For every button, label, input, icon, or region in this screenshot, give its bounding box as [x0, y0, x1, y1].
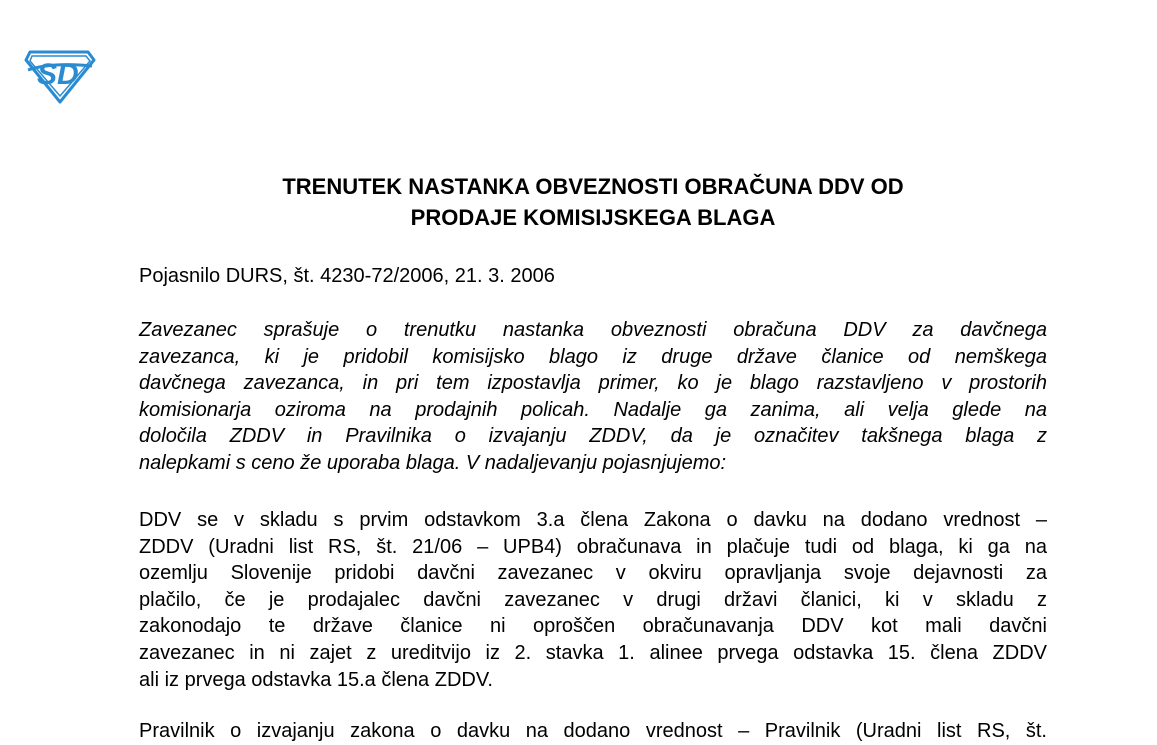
- paragraph-line: ZDDV (Uradni list RS, št. 21/06 – UPB4) obračunava in plačuje tudi od blaga, ki ga na: [139, 535, 1047, 558]
- document-title: [139, 171, 1047, 233]
- paragraph-line: DDV se v skladu s prvim odstavkom 3.a člena Zakona o davku na dodano vrednost –: [139, 509, 1047, 531]
- paragraph-line: zakonodajo te države članice ni oproščen obračunavanja DDV kot mali davčni: [139, 615, 1047, 638]
- sd-shield-icon: [22, 48, 96, 104]
- rules-paragraph: [139, 718, 1047, 745]
- svg-text:S: S: [37, 58, 58, 91]
- document-source: Pojasnilo DURS, št. 4230-72/2006, 21. 3. 2006: [139, 265, 555, 287]
- sd-shield-logo: [22, 48, 96, 104]
- title-line-2: PRODAJE KOMISIJSKEGA BLAGA: [410, 205, 776, 230]
- paragraph-line: davčnega zavezanca, in pri tem izpostavlja primer, ko je blago razstavljeno v prostorih: [139, 372, 1047, 395]
- paragraph-line: ozemlju Slovenije pridobi davčni zavezanec v okviru opravljanja svoje dejavnosti za: [139, 562, 1047, 585]
- answer-paragraph: [139, 507, 1047, 693]
- title-line-1: TRENUTEK NASTANKA OBVEZNOSTI OBRAČUNA DDV OD: [282, 174, 904, 199]
- paragraph-line: nalepkami s ceno že uporaba blaga. V nadaljevanju pojasnjujemo:: [139, 451, 727, 474]
- paragraph-line: zavezanca, ki je pridobil komisijsko blago iz druge države članice od nemškega: [139, 345, 1047, 368]
- question-paragraph: [139, 317, 1047, 477]
- paragraph-line: zavezanec in ni zajet z ureditvijo iz 2. stavka 1. alinee prvega odstavka 15. člena ZDDV: [139, 641, 1047, 664]
- svg-text:D: D: [57, 58, 79, 91]
- paragraph-line: komisionarja oziroma na prodajnih policah. Nadalje ga zanima, ali velja glede na: [139, 398, 1047, 421]
- paragraph-line: ali iz prvega odstavka 15.a člena ZDDV.: [139, 668, 493, 691]
- paragraph-line: Zavezanec sprašuje o trenutku nastanka obveznosti obračuna DDV za davčnega: [139, 319, 1047, 341]
- paragraph-line: plačilo, če je prodajalec davčni zavezanec v drugi državi članici, ki v skladu z: [139, 588, 1047, 611]
- paragraph-line: določila ZDDV in Pravilnika o izvajanju ZDDV, da je označitev takšnega blaga z: [139, 425, 1047, 448]
- paragraph-line: Pravilnik o izvajanju zakona o davku na dodano vrednost – Pravilnik (Uradni list RS, št.: [139, 720, 1047, 742]
